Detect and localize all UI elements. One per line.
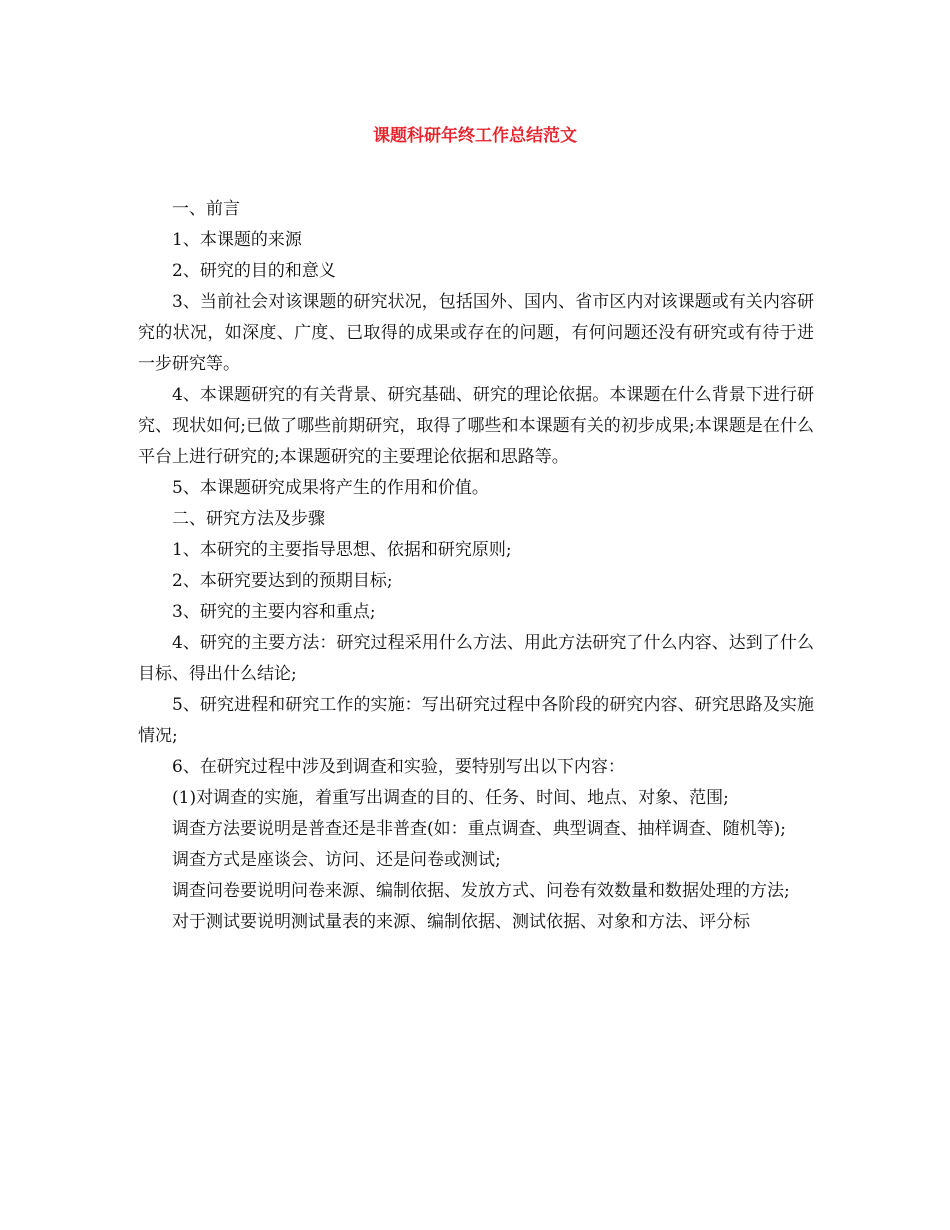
document-title: 课题科研年终工作总结范文 (373, 126, 577, 146)
paragraph: 调查方法要说明是普查还是非普查(如：重点调查、典型调查、抽样调查、随机等); (172, 819, 786, 839)
paragraph: 3、当前社会对该课题的研究状况，包括国外、国内、省市区内对该课题或有关内容研究的状况，如深度、广度、已取得的成果或存在的问题，有何问题还没有研究或有待于进一步研究等。 (138, 292, 814, 374)
paragraph: 5、研究进程和研究工作的实施：写出研究过程中各阶段的研究内容、研究思路及实施情况; (138, 695, 814, 746)
paragraph: 1、本研究的主要指导思想、依据和研究原则; (172, 540, 512, 560)
paragraph: 4、研究的主要方法：研究过程采用什么方法、用此方法研究了什么内容、达到了什么目标、得出什么结论; (138, 633, 814, 684)
section-heading-methods: 二、研究方法及步骤 (172, 509, 325, 529)
paragraph: (1)对调查的实施，着重写出调查的目的、任务、时间、地点、对象、范围; (172, 788, 729, 808)
paragraph: 4、本课题研究的有关背景、研究基础、研究的理论依据。本课题在什么背景下进行研究、现状如何;已做了哪些前期研究，取得了哪些和本课题有关的初步成果;本课题是在什么平台上进行研究的;本课题研究的主要理论依据和思路等。 (138, 385, 814, 467)
section-heading-preface: 一、前言 (172, 199, 240, 219)
paragraph: 对于测试要说明测试量表的来源、编制依据、测试依据、对象和方法、评分标 (172, 912, 750, 932)
document-body (138, 194, 814, 938)
paragraph: 2、研究的目的和意义 (172, 261, 336, 281)
paragraph: 3、研究的主要内容和重点; (172, 602, 376, 622)
paragraph: 6、在研究过程中涉及到调查和实验，要特别写出以下内容： (172, 757, 625, 777)
paragraph: 2、本研究要达到的预期目标; (172, 571, 393, 591)
paragraph: 5、本课题研究成果将产生的作用和价值。 (172, 478, 489, 498)
paragraph: 调查问卷要说明问卷来源、编制依据、发放方式、问卷有效数量和数据处理的方法; (172, 881, 790, 901)
paragraph: 调查方式是座谈会、访问、还是问卷或测试; (172, 850, 501, 870)
paragraph: 1、本课题的来源 (172, 230, 302, 250)
